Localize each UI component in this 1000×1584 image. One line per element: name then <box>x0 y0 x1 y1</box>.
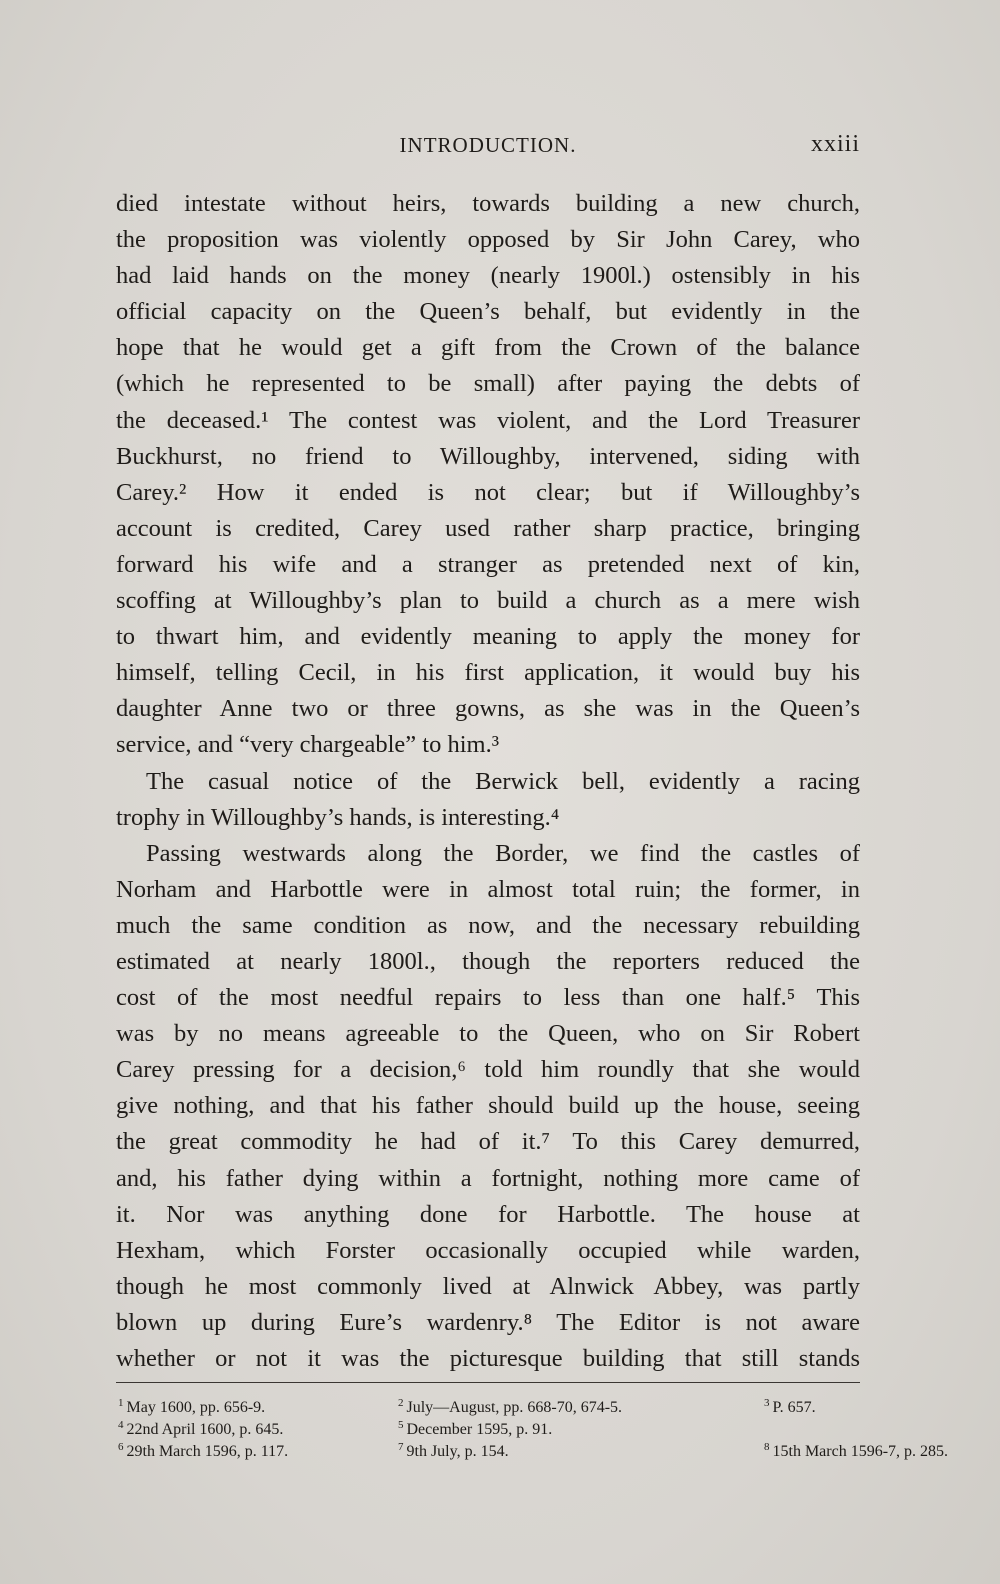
text-line: Passing westwards along the Border, we find the castles of <box>146 839 860 867</box>
footnote <box>764 1436 948 1463</box>
text-line: died intestate without heirs, towards building a new church, <box>116 190 860 217</box>
text-line: estimated at nearly 1800l., though the reporters reduced the <box>116 947 860 975</box>
footnote-text: December 1595, p. 91. <box>406 1421 553 1438</box>
footnote-text: 15th March 1596-7, p. 285. <box>772 1443 949 1460</box>
footnote-number: 4 <box>118 1419 124 1431</box>
text-line: Buckhurst, no friend to Willoughby, intervened, siding with <box>116 442 860 470</box>
footnote-number: 7 <box>398 1441 404 1453</box>
text-line: blown up during Eure’s wardenry.⁸ The Editor is not aware <box>116 1308 860 1336</box>
running-title: INTRODUCTION. <box>399 133 577 157</box>
text-line: had laid hands on the money (nearly 1900l.) ostensibly in his <box>116 262 860 290</box>
footnote-text: May 1600, pp. 656-9. <box>126 1399 266 1416</box>
text-line: was by no means agreeable to the Queen, who on Sir Robert <box>116 1020 860 1048</box>
text-line: service, and “very chargeable” to him.³ <box>116 731 500 759</box>
text-line: give nothing, and that his father should build up the house, seeing <box>116 1092 860 1120</box>
text-line: scoffing at Willoughby’s plan to build a church as a mere wish <box>116 587 860 615</box>
text-line: the great commodity he had of it.⁷ To this Carey demurred, <box>116 1128 860 1156</box>
text-line: Carey.² How it ended is not clear; but if Willoughby’s <box>116 478 860 506</box>
text-line: account is credited, Carey used rather sharp practice, bringing <box>116 514 860 542</box>
footnotes <box>116 1392 949 1460</box>
text-line: and, his father dying within a fortnight, nothing more came of <box>116 1164 860 1192</box>
footnote-number: 6 <box>118 1441 124 1453</box>
text-line: to thwart him, and evidently meaning to apply the money for <box>116 623 860 651</box>
text-line: Norham and Harbottle were in almost total ruin; the former, in <box>116 875 860 903</box>
footnote-number: 3 <box>764 1397 770 1409</box>
text-line: the proposition was violently opposed by Sir John Carey, who <box>116 226 860 254</box>
footnote-rule <box>116 1382 860 1383</box>
text-line: The casual notice of the Berwick bell, evidently a racing <box>146 767 860 795</box>
page-number: xxiii <box>810 131 860 157</box>
text-line: whether or not it was the picturesque building that still stands <box>116 1345 860 1372</box>
footnote <box>398 1436 509 1463</box>
footnote <box>118 1436 288 1463</box>
text-line: Hexham, which Forster occasionally occupied while warden, <box>116 1236 860 1264</box>
footnote-text: 22nd April 1600, p. 645. <box>126 1421 284 1438</box>
text-line: daughter Anne two or three gowns, as she was in the Queen’s <box>116 695 860 723</box>
footnote-row <box>116 1392 860 1414</box>
text-line: cost of the most needful repairs to less than one half.⁵ This <box>116 984 860 1012</box>
footnote-number: 2 <box>398 1397 404 1409</box>
footnote-row <box>116 1436 949 1460</box>
text-line: though he most commonly lived at Alnwick Abbey, was partly <box>116 1272 860 1300</box>
text-line: hope that he would get a gift from the Crown of the balance <box>116 334 860 362</box>
text-line: it. Nor was anything done for Harbottle. The house at <box>116 1200 860 1228</box>
footnote-text: P. 657. <box>772 1399 816 1416</box>
text-line: himself, telling Cecil, in his first application, it would buy his <box>116 659 860 687</box>
running-head <box>116 133 860 163</box>
text-line: (which he represented to be small) after paying the debts of <box>116 370 860 398</box>
footnote-row <box>116 1414 860 1436</box>
text-line: forward his wife and a stranger as pretended next of kin, <box>116 550 860 578</box>
body-text <box>116 186 860 1377</box>
footnote-number: 5 <box>398 1419 404 1431</box>
text-line: the deceased.¹ The contest was violent, and the Lord Treasurer <box>116 406 860 434</box>
footnote-number: 8 <box>764 1441 770 1453</box>
text-line: much the same condition as now, and the necessary rebuilding <box>116 911 860 939</box>
footnote-text: July—August, pp. 668-70, 674-5. <box>406 1399 623 1416</box>
text-line: Carey pressing for a decision,⁶ told him roundly that she would <box>116 1056 860 1084</box>
text-line: official capacity on the Queen’s behalf, but evidently in the <box>116 298 860 326</box>
footnote-text: 29th March 1596, p. 117. <box>126 1443 289 1460</box>
text-line: trophy in Willoughby’s hands, is interesting.⁴ <box>116 803 560 831</box>
footnote-number: 1 <box>118 1397 124 1409</box>
footnote-text: 9th July, p. 154. <box>406 1443 509 1460</box>
